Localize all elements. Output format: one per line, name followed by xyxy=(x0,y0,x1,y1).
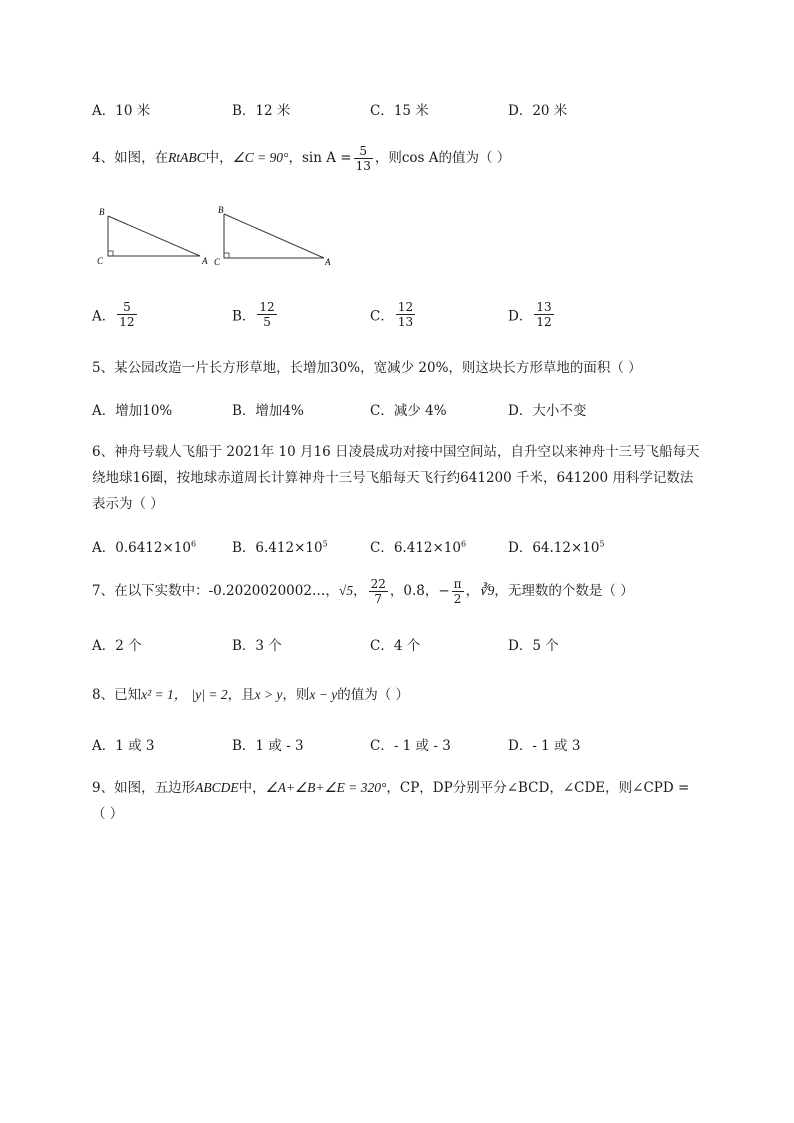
q5-option-d[interactable]: D．大小不变 xyxy=(508,403,587,419)
q4-triangle-figures xyxy=(96,204,346,272)
q7-option-a[interactable]: A．2 个 xyxy=(92,638,142,654)
q4-option-c[interactable] xyxy=(370,300,417,329)
q3-options xyxy=(92,99,712,125)
q9-text: ，CP，DP分别平分∠BCD，∠CDE，则∠CPD = xyxy=(386,780,690,796)
q7-sqrt5: √5 xyxy=(338,583,354,598)
q4-triangle: ABC xyxy=(180,150,206,165)
q6-option-b[interactable] xyxy=(232,536,328,556)
q6-line-1: 6、神舟号载人飞船于 2021年 10 月16 日凌晨成功对接中国空间站，自升空以来神舟十三号飞船每天 xyxy=(92,444,700,460)
fig1-label-b: B xyxy=(99,207,105,217)
q6-option-d-exp: 5 xyxy=(599,539,605,549)
q7-decimal: ，0.8̇， xyxy=(389,583,439,599)
q7-frac-num: 22 xyxy=(370,577,386,591)
q4-prefix: 4、如图，在 xyxy=(92,150,169,166)
q4-option-a-label: A． xyxy=(92,308,116,325)
triangle-figure-1 xyxy=(97,207,208,266)
q7-pi-num: π xyxy=(453,577,462,591)
q9-answer-blank: （ ） xyxy=(92,806,124,822)
q3-option-c[interactable]: C．15 米 xyxy=(370,103,429,119)
q3-option-b[interactable]: B．12 米 xyxy=(232,103,291,119)
q8-eq-1: x² = 1， xyxy=(141,687,188,702)
q5-option-c[interactable]: C．减少 4% xyxy=(370,403,447,419)
q8-option-a[interactable]: A．1 或 3 xyxy=(92,738,155,754)
q7-frac-den: 7 xyxy=(374,592,383,606)
q9-shape: ABCDE xyxy=(195,780,239,795)
fig2-label-a: A xyxy=(325,257,331,267)
q4-option-d-label: D． xyxy=(508,308,533,325)
q6-option-c[interactable] xyxy=(370,536,466,556)
q4-option-b-num: 12 xyxy=(259,300,275,314)
q3-option-a[interactable]: A．10 米 xyxy=(92,103,151,119)
q6-option-a-base: 0.6412×10 xyxy=(115,540,191,556)
q6-option-a-label: A． xyxy=(92,540,116,556)
fig1-label-c: C xyxy=(97,256,104,266)
q7-fraction xyxy=(369,577,388,606)
q6-option-a[interactable] xyxy=(92,536,196,556)
q6-option-c-label: C． xyxy=(370,540,394,556)
q7-prefix: 7、在以下实数中：-0.2020020002…， xyxy=(92,583,339,599)
q4-option-d-den: 12 xyxy=(536,315,552,329)
q6-option-d-label: D． xyxy=(508,540,533,556)
q6-option-d-base: 64.12×10 xyxy=(532,540,600,556)
q8-options xyxy=(92,734,712,760)
q8-expression: x − y xyxy=(309,687,338,702)
q6-option-a-exp: 6 xyxy=(190,539,197,549)
q7-pi-den: 2 xyxy=(453,592,462,606)
q6-option-d[interactable] xyxy=(508,536,605,556)
q8-option-d[interactable]: D．- 1 或 3 xyxy=(508,738,581,754)
q7-options xyxy=(92,634,712,660)
q8-text-2: ，且 xyxy=(227,687,255,703)
q6-line-2: 绕地球16圈，按地球赤道周长计算神舟十三号飞船每天飞行约641200 千米，641200 用科学记数法 xyxy=(92,470,694,486)
q9-prefix: 9、如图，五边形 xyxy=(92,780,196,796)
q8-text-4: 的值为（ ） xyxy=(337,687,410,703)
q4-option-d[interactable] xyxy=(508,300,556,329)
q4-option-a-num: 5 xyxy=(117,300,136,315)
q8-text-3: ，则 xyxy=(282,687,310,703)
q6-options xyxy=(92,536,712,562)
q7-neg-pi-fraction xyxy=(452,577,464,606)
q4-rt: Rt xyxy=(168,150,181,165)
q8-option-c[interactable]: C．- 1 或 - 3 xyxy=(370,738,451,754)
q6-option-b-base: 6.412×10 xyxy=(255,540,323,556)
q6-option-b-label: B． xyxy=(232,540,256,556)
q6-option-b-exp: 5 xyxy=(322,539,328,549)
q7-suffix: ，无理数的个数是（ ） xyxy=(494,583,634,599)
q9-mid: 中， xyxy=(238,780,266,796)
q7-option-b[interactable]: B．3 个 xyxy=(232,638,282,654)
q9-angles: ∠A+∠B+∠E = 320° xyxy=(265,780,387,795)
q8-stem xyxy=(92,683,409,703)
q4-sin-label: ，sin A = xyxy=(288,150,352,166)
q6-option-c-base: 6.412×10 xyxy=(393,540,461,556)
q4-option-b[interactable] xyxy=(232,300,279,329)
q9-stem xyxy=(92,776,689,796)
q4-stem xyxy=(92,144,510,173)
q4-options xyxy=(92,300,712,336)
q4-sin-fraction xyxy=(354,144,373,173)
q8-option-b[interactable]: B．1 或 - 3 xyxy=(232,738,304,754)
q6-line-3: 表示为（ ） xyxy=(92,496,164,512)
q4-sin-den: 13 xyxy=(355,159,371,173)
q4-option-c-num: 12 xyxy=(397,300,414,314)
q5-stem: 5、某公园改造一片长方形草地，长增加30%，宽减少 20%，则这块长方形草地的面积（ ） xyxy=(92,360,642,376)
fig2-label-c: C xyxy=(214,257,221,267)
q7-cbrt: ∛9 xyxy=(479,583,495,598)
q6-option-c-exp: 6 xyxy=(460,539,467,549)
q4-option-a[interactable] xyxy=(92,300,139,329)
fig1-label-a: A xyxy=(202,256,208,266)
q4-middle: 中， xyxy=(205,150,233,166)
q5-option-a[interactable]: A．增加10% xyxy=(92,403,173,419)
q7-option-d[interactable]: D．5 个 xyxy=(508,638,559,654)
q4-option-b-label: B． xyxy=(232,308,256,325)
q3-option-d[interactable]: D．20 米 xyxy=(508,103,568,119)
q8-text-1: 8、已知 xyxy=(92,687,142,703)
q5-option-b[interactable]: B．增加4% xyxy=(232,403,304,419)
q4-angle-c: ∠C = 90° xyxy=(232,150,289,165)
q4-option-c-label: C． xyxy=(370,308,394,325)
q5-options xyxy=(92,399,712,425)
q8-condition: x > y xyxy=(254,687,283,702)
q4-option-a-den: 12 xyxy=(119,315,135,329)
fig2-label-b: B xyxy=(218,205,224,215)
q7-stem: 7、在以下实数中：-0.2020020002…，√5， $\frac{22}{7}$ ，0.8̇，− $\frac{\pi}{2}$ ，∛9，无理数的个数是（ ） xyxy=(92,577,634,606)
q4-option-b-den: 5 xyxy=(263,315,271,329)
q8-eq-2: |y| = 2 xyxy=(191,687,228,702)
q4-option-c-den: 13 xyxy=(397,315,414,329)
triangle-figure-2 xyxy=(214,205,331,267)
q7-option-c[interactable]: C．4 个 xyxy=(370,638,421,654)
q4-suffix: ，则cos A的值为（ ） xyxy=(374,150,511,166)
q4-sin-num: 5 xyxy=(354,144,373,159)
q4-option-d-num: 13 xyxy=(536,300,552,314)
